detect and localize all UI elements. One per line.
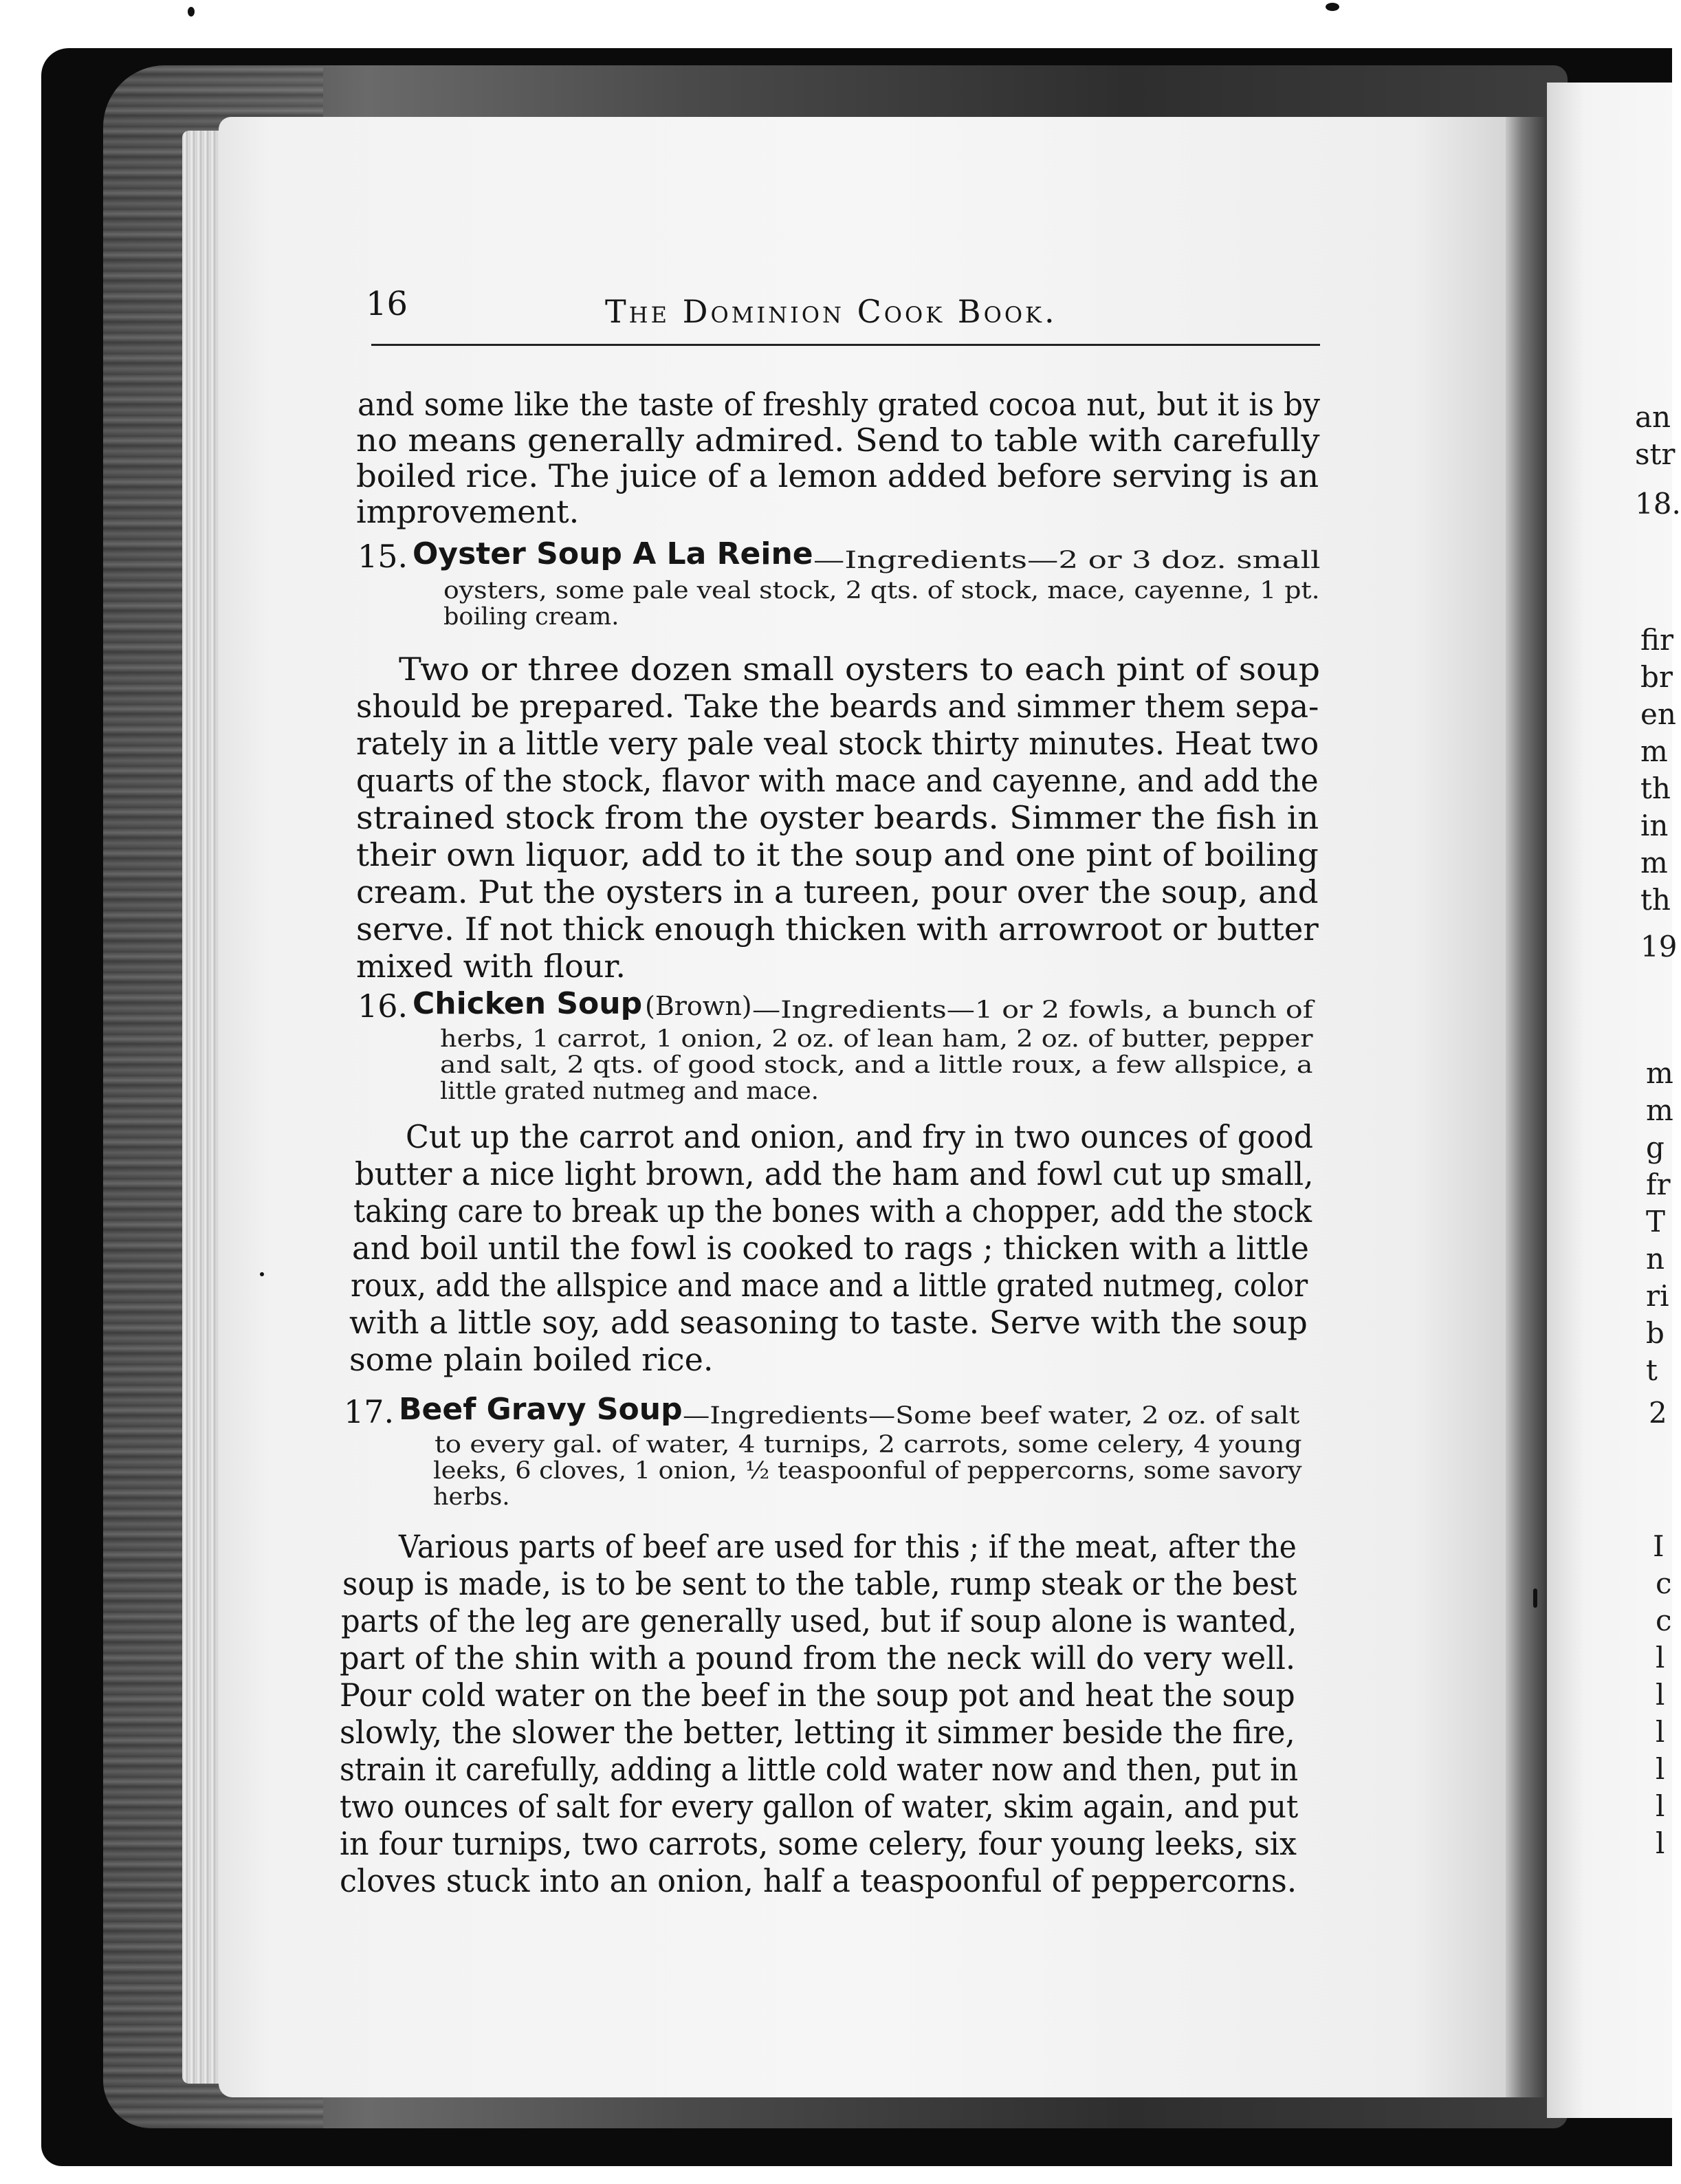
body-line: with a little soy, add seasoning to taste. Serve with the soup xyxy=(349,1304,1308,1341)
facing-page-fragment: n xyxy=(1646,1242,1665,1276)
facing-page-fragment: str xyxy=(1635,437,1675,471)
facing-page-fragment: g xyxy=(1646,1131,1664,1164)
facing-page-fragment: l xyxy=(1656,1752,1665,1786)
body-line: roux, add the allspice and mace and a little grated nutmeg, color xyxy=(351,1267,1308,1304)
facing-page-fragment: c xyxy=(1656,1566,1672,1600)
recipe-number: 17. xyxy=(344,1393,395,1430)
body-line: improvement. xyxy=(356,493,580,530)
body-line: in four turnips, two carrots, some celery, four young leeks, six xyxy=(340,1825,1297,1862)
header-rule xyxy=(371,344,1320,346)
body-line: butter a nice light brown, add the ham and fowl cut up small, xyxy=(355,1155,1314,1192)
facing-page-fragment: fir xyxy=(1640,623,1674,657)
book-gutter xyxy=(1506,117,1547,2097)
body-line: soup is made, is to be sent to the table, rump steak or the best xyxy=(342,1565,1297,1602)
facing-page-fragment: l xyxy=(1656,1678,1665,1712)
facing-page-fragment: b xyxy=(1646,1316,1664,1350)
ingredients-line: boiling cream. xyxy=(443,603,619,631)
body-line: Two or three dozen small oysters to each pint of soup xyxy=(399,651,1320,688)
body-line: mixed with flour. xyxy=(356,948,626,985)
scan-speck xyxy=(1533,1588,1537,1608)
facing-page-fragment: an xyxy=(1635,400,1671,434)
ingredients-line: herbs, 1 carrot, 1 onion, 2 oz. of lean ham, 2 oz. of butter, pepper xyxy=(440,1025,1313,1053)
page-number: 16 xyxy=(366,285,408,323)
body-line: rately in a little very pale veal stock thirty minutes. Heat two xyxy=(356,725,1319,762)
body-line: and some like the taste of freshly grated cocoa nut, but it is by xyxy=(358,386,1320,423)
ingredients-line: —Ingredients—2 or 3 doz. small xyxy=(813,547,1321,574)
ingredients-line: —Ingredients—Some beef water, 2 oz. of salt xyxy=(683,1402,1300,1430)
recipe-title-suffix: (Brown) xyxy=(645,991,752,1021)
facing-page-fragment: m xyxy=(1640,846,1668,880)
body-line: slowly, the slower the better, letting it simmer beside the fire, xyxy=(340,1714,1295,1751)
running-title: The Dominion Cook Book. xyxy=(605,293,1057,330)
recipe-title: Oyster Soup A La Reine xyxy=(413,536,813,571)
facing-page-fragment: th xyxy=(1640,883,1671,917)
ingredients-line: herbs. xyxy=(433,1483,510,1511)
ingredients-line: oysters, some pale veal stock, 2 qts. of stock, mace, cayenne, 1 pt. xyxy=(443,577,1320,604)
recipe-number: 15. xyxy=(358,538,408,575)
facing-page-fragment: l xyxy=(1656,1715,1665,1749)
body-line: serve. If not thick enough thicken with arrowroot or butter xyxy=(356,910,1319,948)
facing-page-fragment: 18. xyxy=(1635,487,1681,521)
facing-page-fragment: 19 xyxy=(1640,930,1678,963)
facing-page-fragment: l xyxy=(1656,1826,1665,1860)
body-line: quarts of the stock, flavor with mace and cayenne, and add the xyxy=(356,762,1319,799)
body-line: strain it carefully, adding a little cold water now and then, put in xyxy=(340,1751,1299,1788)
body-line: cloves stuck into an onion, half a teaspoonful of peppercorns. xyxy=(340,1862,1297,1899)
facing-page-fragment: ri xyxy=(1646,1279,1669,1313)
ingredients-line: —Ingredients—1 or 2 fowls, a bunch of xyxy=(752,996,1313,1024)
scan-speck xyxy=(260,1272,264,1276)
body-line: no means generally admired. Send to table with carefully xyxy=(356,422,1320,459)
facing-page-fragment: in xyxy=(1640,809,1669,842)
body-line: boiled rice. The juice of a lemon added before serving is an xyxy=(356,457,1319,494)
facing-page-fragment: en xyxy=(1640,697,1676,731)
facing-page-fragment: m xyxy=(1646,1056,1673,1090)
facing-page-fragment: m xyxy=(1646,1093,1673,1127)
body-line: taking care to break up the bones with a chopper, add the stock xyxy=(353,1192,1312,1230)
body-line: strained stock from the oyster beards. Simmer the fish in xyxy=(356,799,1319,836)
ingredients-line: to every gal. of water, 4 turnips, 2 carrots, some celery, 4 young xyxy=(435,1431,1302,1459)
scan-speck xyxy=(1326,3,1339,11)
facing-page-fragment: fr xyxy=(1646,1168,1671,1201)
body-line: part of the shin with a pound from the neck will do very well. xyxy=(340,1639,1296,1677)
body-line: Various parts of beef are used for this ; if the meat, after the xyxy=(399,1528,1297,1565)
ingredients-line: little grated nutmeg and mace. xyxy=(440,1078,819,1105)
facing-page-fragment: T xyxy=(1646,1205,1666,1238)
facing-page-fragment: c xyxy=(1656,1604,1672,1637)
body-line: should be prepared. Take the beards and simmer them sepa- xyxy=(356,688,1319,725)
facing-page-fragment: l xyxy=(1656,1789,1665,1823)
facing-page-fragment: 2 xyxy=(1649,1396,1667,1430)
facing-page-fragment: th xyxy=(1640,772,1671,805)
body-line: Pour cold water on the beef in the soup pot and heat the soup xyxy=(340,1677,1295,1714)
facing-page-fragment: l xyxy=(1656,1641,1665,1674)
body-line: Cut up the carrot and onion, and fry in two ounces of good xyxy=(406,1118,1313,1155)
body-line: some plain boiled rice. xyxy=(349,1341,714,1378)
body-line: their own liquor, add to it the soup and one pint of boiling xyxy=(356,836,1319,873)
ingredients-line: leeks, 6 cloves, 1 onion, ½ teaspoonful of peppercorns, some savory xyxy=(433,1457,1302,1485)
facing-page-fragment: I xyxy=(1653,1529,1664,1563)
facing-page-fragment: m xyxy=(1640,734,1668,768)
body-line: parts of the leg are generally used, but if soup alone is wanted, xyxy=(341,1602,1297,1639)
page-stack-edge xyxy=(182,131,223,2084)
scan-speck xyxy=(188,7,195,17)
facing-page-fragment: t xyxy=(1646,1353,1658,1387)
body-line: two ounces of salt for every gallon of water, skim again, and put xyxy=(340,1788,1299,1825)
recipe-title: Beef Gravy Soup xyxy=(399,1392,683,1427)
body-line: cream. Put the oysters in a tureen, pour over the soup, and xyxy=(356,873,1319,910)
recipe-number: 16. xyxy=(358,987,408,1025)
facing-page-fragment: br xyxy=(1640,660,1673,694)
ingredients-line: and salt, 2 qts. of good stock, and a little roux, a few allspice, a xyxy=(440,1051,1313,1079)
recipe-title: Chicken Soup xyxy=(413,986,643,1021)
body-line: and boil until the fowl is cooked to rags ; thicken with a little xyxy=(352,1230,1309,1267)
